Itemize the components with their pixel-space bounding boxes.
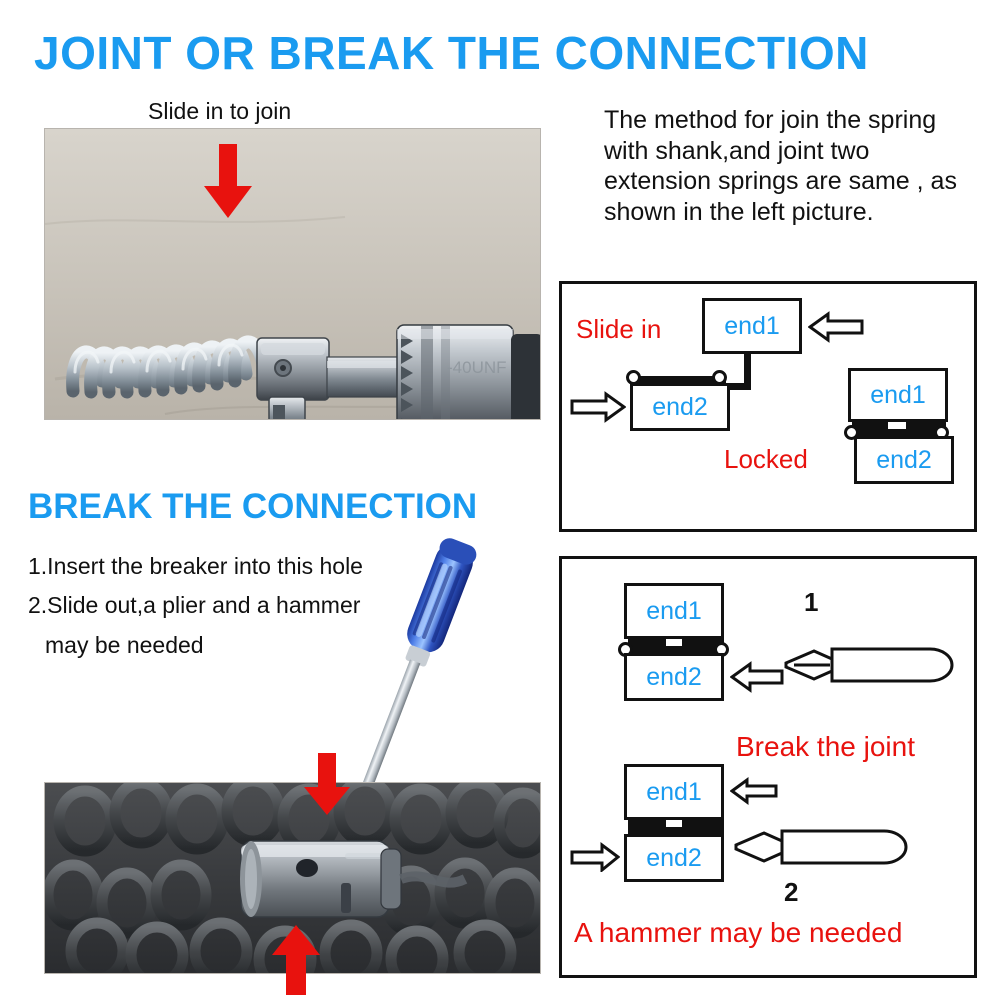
diagram2-bottom-tab-left xyxy=(628,820,666,827)
red-arrow-down-bottom xyxy=(300,753,356,817)
svg-text:-40UNF: -40UNF xyxy=(447,358,507,377)
diagram1-slide-in-label: Slide in xyxy=(576,314,662,344)
diagram2-step-1-number: 1 xyxy=(804,587,819,617)
diagram2-end2-box-bottom: end2 xyxy=(624,834,724,882)
diagram1-locked-label: Locked xyxy=(724,444,808,474)
diagram1-locked-rail xyxy=(852,429,946,436)
diagram1-end2-box: end2 xyxy=(630,383,730,431)
diagram-break-joint xyxy=(559,556,977,978)
instruction-line-1: 1.Insert the breaker into this hole xyxy=(28,553,363,579)
page-title: JOINT OR BREAK THE CONNECTION xyxy=(34,27,869,79)
diagram2-end1-box-bottom: end1 xyxy=(624,764,724,820)
diagram2-end1-box-top: end1 xyxy=(624,583,724,639)
diagram2-top-tab-left xyxy=(628,639,666,646)
diagram2-breaker-tool-2 xyxy=(722,817,922,877)
diagram1-arrow-left-top xyxy=(808,310,864,344)
diagram2-hammer-note: A hammer may be needed xyxy=(574,917,903,948)
diagram2-arrow-right-bottom xyxy=(570,842,620,872)
diagram1-end1-box: end1 xyxy=(702,298,802,354)
diagram-slide-in-locked xyxy=(559,281,977,532)
diagram1-node-right xyxy=(712,370,727,385)
caption-slide-in-to-join: Slide in to join xyxy=(148,98,292,124)
diagram1-node-left xyxy=(626,370,641,385)
diagram1-arrow-right-bottom xyxy=(570,390,626,424)
red-arrow-down-top xyxy=(200,144,256,220)
method-description: The method for join the spring with shank,and joint two extension springs are same , as shown in the left picture. xyxy=(604,106,957,226)
instruction-line-2: 2.Slide out,a plier and a hammer xyxy=(28,592,361,619)
diagram2-step-2-number: 2 xyxy=(784,877,799,907)
diagram1-locked-end1-box: end1 xyxy=(848,368,948,422)
photo-top-illustration xyxy=(45,129,540,419)
diagram2-bottom-rail xyxy=(628,827,724,834)
diagram1-locked-end2-box: end2 xyxy=(854,436,954,484)
section-title-break-connection: BREAK THE CONNECTION xyxy=(28,487,478,526)
diagram2-top-rail xyxy=(628,646,724,653)
red-arrow-up-bottom xyxy=(268,925,324,997)
diagram2-arrow-left-small xyxy=(730,777,778,805)
diagram2-end2-box-top: end2 xyxy=(624,653,724,701)
diagram2-break-joint-label: Break the joint xyxy=(736,731,915,762)
diagram2-bottom-tab-right xyxy=(682,820,724,827)
instruction-line-2b: may be needed xyxy=(45,631,204,658)
diagram2-breaker-tool-1 xyxy=(774,637,966,693)
photo-spring-coupler-chuck xyxy=(44,128,541,420)
